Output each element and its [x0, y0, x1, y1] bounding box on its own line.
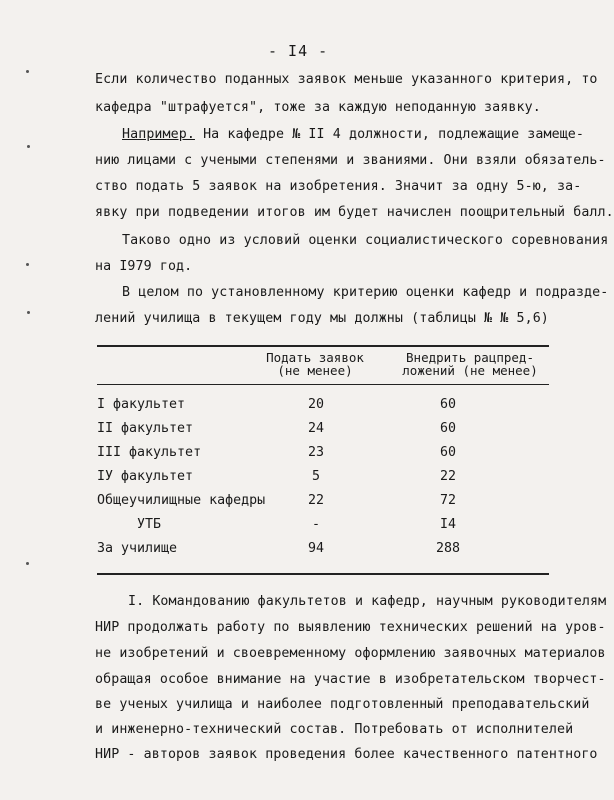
- table-cell-proposals: 72: [439, 493, 456, 508]
- table-row-label: I факультет: [97, 397, 186, 412]
- table-header-rule: [97, 384, 549, 385]
- text-line: обращая особое внимание на участие в изобретательском творчест-: [95, 672, 606, 687]
- text-line: НИР продолжать работу по выявлению технических решений на уров-: [95, 620, 606, 635]
- table-row-label: III факультет: [97, 445, 202, 460]
- text-line: на I979 год.: [95, 259, 193, 274]
- table-row-label: За училище: [97, 541, 178, 556]
- table-cell-proposals: 60: [439, 445, 456, 460]
- text-line: и инженерно-технический состав. Потребовать от исполнителей: [95, 722, 574, 737]
- table-cell-proposals: I4: [439, 517, 456, 532]
- text-line: не изобретений и своевременному оформлению заявочных материалов: [95, 646, 606, 661]
- page-number: - I4 -: [268, 42, 329, 60]
- table-cell-proposals: 22: [439, 469, 456, 484]
- table-cell-proposals: 60: [439, 397, 456, 412]
- table-cell-proposals: 288: [435, 541, 461, 556]
- table-top-rule: [97, 345, 549, 347]
- text-line: Если количество поданных заявок меньше указанного критерия, то: [95, 72, 598, 87]
- table-cell-proposals: 60: [439, 421, 456, 436]
- text-line: лений училища в текущем году мы должны (таблицы № № 5,6): [95, 311, 549, 326]
- col-header-applications-line1: Подать заявок: [266, 350, 364, 365]
- col-header-applications-line2: (не менее): [277, 363, 353, 378]
- table-cell-applications: 24: [307, 421, 324, 436]
- text-line: Таково одно из условий оценки социалистического соревнования: [122, 233, 609, 248]
- col-header-proposals-line2: ложений (не менее): [402, 363, 538, 378]
- text-line: [122, 127, 584, 142]
- col-header-proposals: [395, 351, 545, 377]
- table-row-label: Общеучилищные кафедры: [97, 493, 266, 508]
- table-cell-applications: 5: [311, 469, 320, 484]
- table-cell-applications: 20: [307, 397, 324, 412]
- table-row-label: II факультет: [97, 421, 194, 436]
- text-line: ве ученых училища и наиболее подготовленный преподавательский: [95, 697, 590, 712]
- text-line: явку при подведении итогов им будет начислен поощрительный балл.: [95, 205, 614, 220]
- text-line: I. Командованию факультетов и кафедр, научным руководителям: [128, 594, 607, 609]
- text-line: нию лицами с учеными степенями и званиями. Они взяли обязатель-: [95, 153, 606, 168]
- col-header-applications: [260, 351, 370, 377]
- table-bottom-rule: [97, 573, 549, 575]
- table-cell-applications: 22: [307, 493, 324, 508]
- example-label: Например.: [122, 127, 195, 142]
- col-header-proposals-line1: Внедрить рацпред-: [406, 350, 534, 365]
- table-cell-applications: 94: [307, 541, 324, 556]
- table-cell-applications: 23: [307, 445, 324, 460]
- table-row-label: УТБ: [137, 517, 162, 532]
- table-row-label: IУ факультет: [97, 469, 194, 484]
- text-fragment: На кафедре № II 4 должности, подлежащие замеще-: [203, 127, 585, 142]
- table-cell-applications: -: [311, 517, 320, 532]
- text-line: ство подать 5 заявок на изобретения. Значит за одну 5-ю, за-: [95, 179, 582, 194]
- text-line: В целом по установленному критерию оценки кафедр и подразде-: [122, 285, 609, 300]
- text-line: кафедра "штрафуется", тоже за каждую неподанную заявку.: [95, 100, 541, 115]
- text-line: НИР - авторов заявок проведения более качественного патентного: [95, 747, 598, 762]
